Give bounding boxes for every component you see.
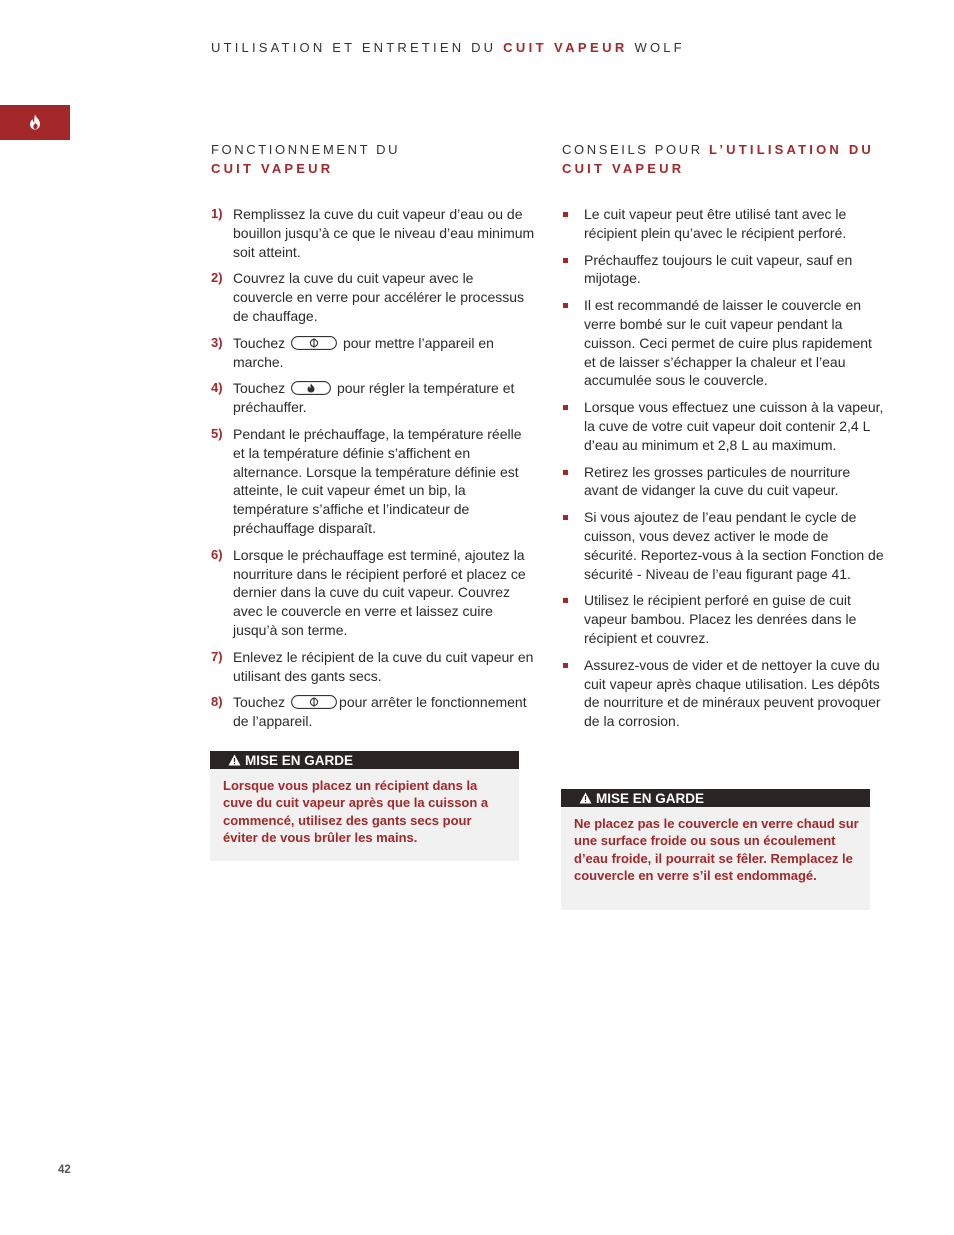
bullet-square-icon — [563, 405, 568, 410]
header-accent: CUIT VAPEUR — [503, 40, 628, 55]
list-item — [562, 205, 884, 243]
step-item — [211, 205, 536, 261]
power-button-icon — [291, 336, 337, 350]
section-tab — [0, 105, 70, 140]
warning-text: Ne placez pas le couvercle en verre chaud sur une surface froide ou sous un écoulement d’eau froide, il pourrait se fêler. Remplacez le couvercle en verre s’il est endommagé. — [574, 816, 859, 883]
step-number: 4) — [211, 380, 223, 396]
header-suffix: WOLF — [627, 40, 685, 55]
step-item — [211, 334, 536, 372]
left-title-line1: FONCTIONNEMENT DU — [211, 142, 401, 157]
warning-triangle-icon — [228, 754, 241, 766]
warning-title: MISE EN GARDE — [596, 791, 705, 806]
step-number: 1) — [211, 206, 223, 221]
tip-text: Lorsque vous effectuez une cuisson à la vapeur, la cuve de votre cuit vapeur doit contenir 2,4 L d’eau au minimum et 2,8 L au maximum. — [584, 399, 884, 453]
step-text-after: pour mettre l’appareil en marche. — [233, 334, 494, 370]
left-column — [211, 140, 536, 739]
step-text: Enlevez le récipient de la cuve du cuit vapeur en utilisant des gants secs. — [233, 648, 534, 684]
running-header — [211, 40, 685, 55]
step-text: Remplissez la cuve du cuit vapeur d’eau ou de bouillon jusqu’à ce que le niveau d’eau minimum soit atteint. — [233, 206, 535, 260]
warning-title: MISE EN GARDE — [245, 753, 354, 768]
tip-text: Utilisez le récipient perforé en guise de cuit vapeur bambou. Placez les denrées dans le récipient et couvrez. — [584, 592, 857, 646]
step-text-before: Touchez — [233, 380, 286, 397]
tip-text: Il est recommandé de laisser le couvercle en verre bombé sur le cuit vapeur pendant la cuisson. Ceci permet de cuire plus rapidement et de laisser s’échapper la chaleur et l’eau accumulée sous le couvercle. — [584, 297, 872, 389]
right-title-plain: CONSEILS POUR — [562, 142, 709, 157]
step-number: 6) — [211, 546, 223, 562]
tip-text: Le cuit vapeur peut être utilisé tant avec le récipient plein qu’avec le récipient perforé. — [584, 206, 847, 241]
tip-text: Préchauffez toujours le cuit vapeur, sauf en mijotage. — [584, 251, 853, 287]
step-item — [211, 379, 536, 417]
warning-text: Lorsque vous placez un récipient dans la cuve du cuit vapeur après que la cuisson a commencé, utilisez des gants secs pour éviter de vous brûler les mains. — [223, 778, 489, 845]
right-title-accent: L’UTILISATION DU — [708, 142, 875, 157]
tip-text: Assurez-vous de vider et de nettoyer la cuve du cuit vapeur après chaque utilisation. Les dépôts de nourriture et de minéraux peuvent provoquer de la corrosion. — [584, 656, 881, 730]
step-text: Lorsque le préchauffage est terminé, ajoutez la nourriture dans le récipient perforé et placez ce dernier dans la cuve du cuit vapeur. Couvrez avec le couvercle en verre et laissez cuire jusqu’à son terme. — [233, 546, 526, 638]
warning-triangle-icon — [579, 792, 592, 804]
steps-list — [211, 205, 536, 731]
header-prefix: UTILISATION ET ENTRETIEN DU — [211, 40, 504, 55]
step-text: Couvrez la cuve du cuit vapeur avec le couvercle en verre pour accélérer le processus de chauffage. — [233, 270, 525, 324]
step-item — [211, 693, 536, 731]
bullet-square-icon — [563, 515, 568, 520]
step-text-before: Touchez — [233, 694, 286, 711]
tips-list — [562, 205, 884, 731]
list-item — [562, 508, 884, 583]
right-column — [562, 140, 884, 739]
right-title-line2: CUIT VAPEUR — [562, 161, 685, 176]
bullet-square-icon — [563, 258, 568, 263]
step-text-after: pour régler la température et préchauffer. — [233, 380, 515, 416]
warning-header — [210, 751, 519, 769]
list-item — [562, 251, 884, 289]
step-item — [211, 425, 536, 538]
tip-text: Si vous ajoutez de l’eau pendant le cycle de cuisson, vous devez activer le mode de sécurité. Reportez-vous à la section Fonction de sécurité - Niveau de l’eau figurant page 41. — [584, 509, 884, 582]
flame-button-icon — [291, 381, 331, 395]
list-item — [562, 591, 884, 647]
step-number: 3) — [211, 334, 223, 350]
bullet-square-icon — [563, 598, 568, 603]
warning-box-right — [561, 789, 870, 910]
warning-header — [561, 789, 870, 807]
step-text-after: pour arrêter le fonctionnement de l’appareil. — [233, 694, 527, 730]
tip-text: Retirez les grosses particules de nourriture avant de vidanger la cuve du cuit vapeur. — [584, 463, 851, 499]
step-number: 7) — [211, 648, 223, 664]
step-number: 8) — [211, 694, 223, 710]
list-item — [562, 463, 884, 501]
right-section-title — [562, 140, 884, 178]
list-item — [562, 398, 884, 454]
step-text: Pendant le préchauffage, la température réelle et la température définie s’affichent en alternance. Lorsque la température définie est atteinte, le cuit vapeur émet un bip, la température s’affiche et l’indicateur de préchauffage disparaît. — [233, 425, 522, 536]
page-number: 42 — [58, 1164, 71, 1176]
left-title-line2: CUIT VAPEUR — [211, 161, 334, 176]
list-item — [562, 656, 884, 731]
bullet-square-icon — [563, 663, 568, 668]
step-item — [211, 648, 536, 686]
list-item — [562, 296, 884, 390]
right-title-line1 — [562, 140, 884, 159]
step-number: 2) — [211, 270, 223, 286]
bullet-square-icon — [563, 303, 568, 308]
step-number: 5) — [211, 425, 223, 441]
power-button-icon — [291, 695, 337, 709]
bullet-square-icon — [563, 212, 568, 217]
flame-icon — [29, 114, 41, 130]
left-section-title — [211, 140, 536, 178]
step-item — [211, 269, 536, 325]
warning-box-left — [210, 751, 519, 861]
bullet-square-icon — [563, 470, 568, 475]
step-item — [211, 546, 536, 640]
step-text-before: Touchez — [233, 334, 286, 351]
